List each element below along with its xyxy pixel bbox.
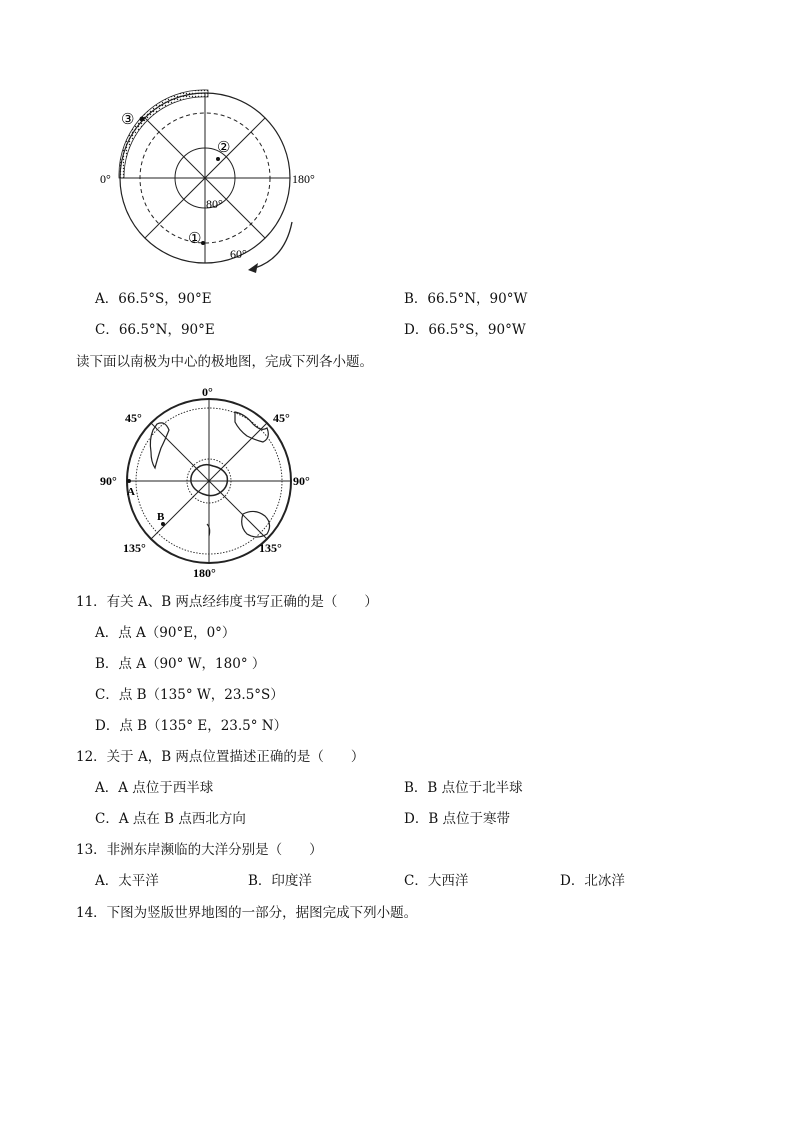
q13-option-d[interactable]: D．北冰洋 (560, 873, 625, 889)
q11-option-d[interactable]: D．点 B（135° E，23.5° N） (95, 718, 288, 734)
figure-2-south-polar-map (95, 382, 330, 582)
lon-180-label: 180° (292, 172, 315, 186)
lon-135-left-label: 135° (123, 541, 146, 555)
point-1-marker (201, 241, 205, 245)
q10-option-d[interactable]: D．66.5°S，90°W (404, 322, 526, 338)
lon-90-left-label: 90° (100, 474, 117, 488)
point-a-marker (127, 479, 131, 483)
point-1-label: ① (188, 231, 202, 247)
lat-80-label: 80° (206, 197, 223, 211)
q11-option-b[interactable]: B．点 A（90° W，180° ） (95, 656, 266, 672)
q14-stem: 14．下图为竖版世界地图的一部分，据图完成下列小题。 (76, 905, 418, 921)
lon-0-label: 0° (100, 172, 111, 186)
lat-60-label: 60° (230, 247, 247, 261)
point-3-marker (140, 117, 145, 122)
q13-option-a[interactable]: A．太平洋 (95, 873, 159, 889)
q11-option-a[interactable]: A．点 A（90°E，0°） (95, 625, 236, 641)
q10-option-b[interactable]: B．66.5°N，90°W (404, 291, 528, 307)
q11-stem: 11．有关 A、B 两点经纬度书写正确的是（ ） (76, 594, 378, 610)
point-3-label: ③ (121, 112, 135, 128)
lon-135-right-label: 135° (259, 541, 282, 555)
q11-option-c[interactable]: C．点 B（135° W，23.5°S） (95, 687, 284, 703)
lon-90-right-label: 90° (293, 474, 310, 488)
q12-stem: 12．关于 A，B 两点位置描述正确的是（ ） (76, 749, 365, 765)
point-2-label: ② (217, 140, 231, 156)
point-b-label: B (157, 511, 165, 523)
q12-option-a[interactable]: A．A 点位于西半球 (95, 780, 214, 796)
lon-0-label: 0° (202, 385, 213, 399)
south-america-outline (150, 423, 169, 468)
lon-180-label: 180° (193, 566, 216, 580)
figure-1-polar-diagram (95, 80, 335, 275)
q12-option-d[interactable]: D．B 点位于寒带 (404, 811, 511, 827)
q13-stem: 13．非洲东岸濒临的大洋分别是（ ） (76, 842, 323, 858)
q12-option-b[interactable]: B．B 点位于北半球 (404, 780, 523, 796)
q10-option-a[interactable]: A．66.5°S，90°E (95, 291, 212, 307)
lon-45-left-label: 45° (125, 411, 142, 425)
point-2-marker (216, 157, 220, 161)
q10-option-c[interactable]: C．66.5°N，90°E (95, 322, 215, 338)
australia-outline (242, 511, 270, 537)
lon-45-right-label: 45° (273, 411, 290, 425)
q12-option-c[interactable]: C．A 点在 B 点西北方向 (95, 811, 246, 827)
q13-option-b[interactable]: B．印度洋 (248, 873, 312, 889)
section-intro: 读下面以南极为中心的极地图，完成下列各小题。 (76, 354, 373, 370)
q13-option-c[interactable]: C．大西洋 (404, 873, 469, 889)
point-a-label: A (127, 486, 135, 498)
